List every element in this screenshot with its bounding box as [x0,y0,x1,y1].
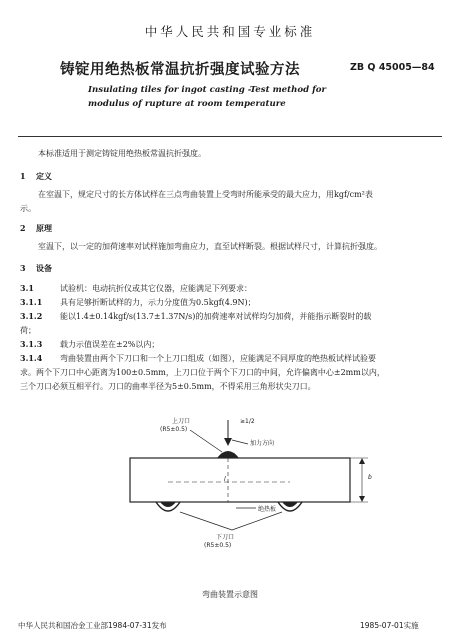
upper-knife-label: 上刀口 [172,418,191,425]
load-arrow-head [224,438,232,446]
load-direction-label: 加力方向 [250,440,275,447]
section-1-body-line-2: 示。 [20,204,36,213]
item-text-continued: 三个刀口必须互相平行。刀口的曲率半径为5±0.5mm，不得采用三角形状尖刀口。 [20,382,316,391]
item-text: 试验机：电动抗折仪或其它仪器，应能满足下列要求： [60,284,252,293]
english-title-line-2: modulus of rupture at room temperature [88,99,286,109]
upper-knife-leader [190,430,222,452]
specimen-label: 绝热板 [258,506,277,513]
upper-knife-radius: (R5±0.5) [160,426,188,433]
intro-paragraph: 本标准适用于测定铸锭用绝热板常温抗折强度。 [38,149,206,158]
item-text-continued: 求。两个下刀口中心距离为100±0.5mm，上刀口位于两个下刀口的中间，允许偏离中心±2mm以内， [20,368,385,377]
lower-knife-leader-left [180,512,232,530]
item-number: 3.1.4 [20,353,43,363]
load-leader [232,440,248,444]
footer-issue: 中华人民共和国冶金工业部1984-07-31发布 [18,621,167,630]
lower-knife-edge-left-fill [160,502,176,507]
lower-knife-label: 下刀口 [216,534,235,541]
section-1-body-line-1: 在室温下，规定尺寸的长方体试样在三点弯曲装置上受弯时所能承受的最大应力，用kgf/cm²表 [38,190,373,199]
item-text-continued: 荷； [20,326,36,335]
document-header: 中华人民共和国专业标准 [144,24,316,39]
item-text: 能以1.4±0.14kgf/s(13.7±1.37N/s)的加荷速率对试样均匀加荷，并能指示断裂时的载 [60,312,372,321]
standard-number: ZB Q 45005—84 [350,62,435,73]
document-title: 铸锭用绝热板常温抗折强度试验方法 [60,62,300,78]
section-1-heading: 定义 [36,171,52,181]
item-text: 具有足够折断试样的力，示力分度值为0.5kgf(4.9N)； [60,298,256,307]
english-title-line-1: Insulating tiles for ingot casting -Test method for [88,85,327,95]
item-text: 弯曲装置由两个下刀口和一个上刀口组成（如图），应能满足不同厚度的绝热板试样试验要 [60,354,376,363]
span-label: l [224,476,226,483]
section-3-heading: 设备 [36,263,52,273]
item-number: 3.1.3 [20,339,43,349]
header-divider [18,136,442,137]
item-number: 3.1.1 [20,297,43,307]
specimen [130,458,350,502]
thickness-label: b [368,474,372,481]
item-number: 3.1 [20,283,34,293]
dim-arrow-top [359,458,365,464]
upper-knife-edge [217,451,239,458]
footer-effective: 1985-07-01实施 [360,621,419,630]
lower-knife-leader-right [232,512,282,530]
section-1-number: 1 [20,171,26,181]
lower-knife-radius: (R5±0.5) [204,542,232,549]
item-number: 3.1.2 [20,311,43,321]
figure-caption: 弯曲装置示意图 [202,590,258,599]
lower-knife-edge-right-fill [282,502,298,507]
section-3-number: 3 [20,263,26,273]
section-2-number: 2 [20,223,26,233]
bending-apparatus-diagram [0,400,460,590]
section-2-body: 室温下，以一定的加荷速率对试样施加弯曲应力，直至试样断裂。根据试样尺寸，计算抗折强度。 [38,242,382,251]
dimension-label: ≥1/2 [240,418,255,425]
item-text: 载力示值误差在±2%以内； [60,340,160,349]
dim-arrow-bottom [359,496,365,502]
section-2-heading: 原理 [36,223,52,233]
